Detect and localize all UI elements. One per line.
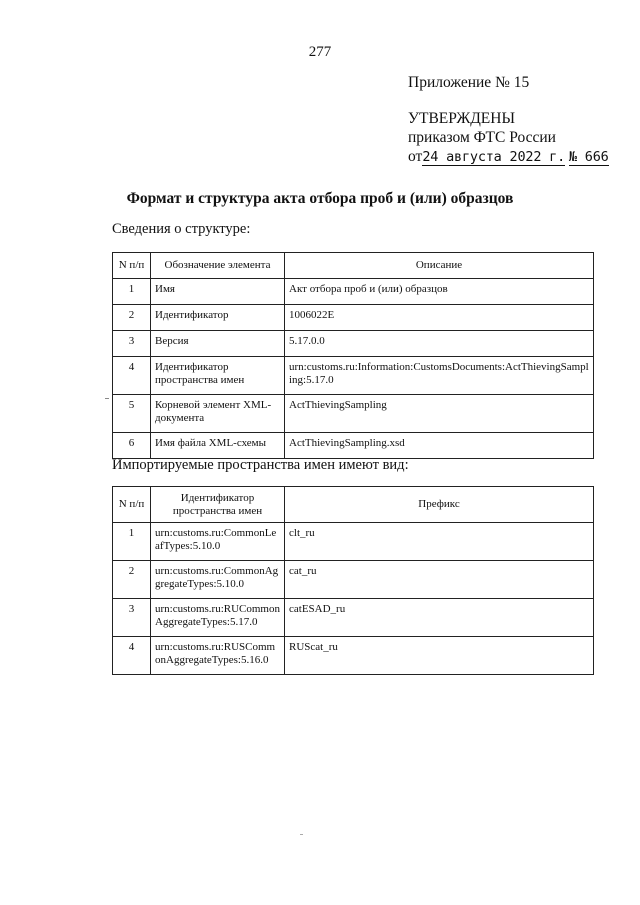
- namespace-prefix: cat_ru: [285, 561, 594, 599]
- table-header-row: [113, 253, 594, 279]
- table-row: [113, 599, 594, 637]
- element-name: Корневой элемент XML-документа: [151, 395, 285, 433]
- table-header-row: [113, 487, 594, 523]
- appendix-label: Приложение № 15: [408, 74, 530, 91]
- element-name: Имя файла XML-схемы: [151, 433, 285, 459]
- element-description: 1006022E: [285, 305, 594, 331]
- row-number: 1: [113, 279, 151, 305]
- element-description: Акт отбора проб и (или) образцов: [285, 279, 594, 305]
- element-description: ActThievingSampling.xsd: [285, 433, 594, 459]
- header-cell: Описание: [285, 253, 594, 279]
- element-description: urn:customs.ru:Information:CustomsDocuments:ActThievingSampling:5.17.0: [285, 357, 594, 395]
- namespace-prefix: catESAD_ru: [285, 599, 594, 637]
- namespace-id: urn:customs.ru:RUCommonAggregateTypes:5.17.0: [151, 599, 285, 637]
- header-cell: N п/п: [113, 487, 151, 523]
- element-description: ActThievingSampling: [285, 395, 594, 433]
- scan-mark: [300, 834, 303, 835]
- element-description: 5.17.0.0: [285, 331, 594, 357]
- table-row: [113, 357, 594, 395]
- scan-mark: [105, 398, 109, 399]
- namespace-prefix: RUScat_ru: [285, 637, 594, 675]
- header-cell: Префикс: [285, 487, 594, 523]
- table-row: [113, 395, 594, 433]
- row-number: 2: [113, 305, 151, 331]
- row-number: 1: [113, 523, 151, 561]
- table-row: [113, 561, 594, 599]
- element-name: Идентификатор пространства имен: [151, 357, 285, 395]
- namespace-id: urn:customs.ru:CommonLeafTypes:5.10.0: [151, 523, 285, 561]
- namespaces-label: Импортируемые пространства имен имеют вид:: [112, 457, 409, 473]
- table-row: [113, 433, 594, 459]
- page-number: 277: [308, 44, 332, 60]
- namespace-id: urn:customs.ru:CommonAggregateTypes:5.10.0: [151, 561, 285, 599]
- structure-label: Сведения о структуре:: [112, 221, 251, 237]
- row-number: 4: [113, 357, 151, 395]
- table-row: [113, 279, 594, 305]
- element-name: Идентификатор: [151, 305, 285, 331]
- element-name: Имя: [151, 279, 285, 305]
- approval-date: 24 августа 2022 г.: [422, 149, 566, 165]
- row-number: 4: [113, 637, 151, 675]
- table-row: [113, 523, 594, 561]
- row-number: 5: [113, 395, 151, 433]
- structure-table: [112, 252, 594, 459]
- approval-date-prefix: от: [408, 148, 423, 165]
- row-number: 6: [113, 433, 151, 459]
- approval-date-line: [408, 147, 609, 167]
- namespace-id: urn:customs.ru:RUSCommonAggregateTypes:5.16.0: [151, 637, 285, 675]
- header-cell: Идентификатор пространства имен: [151, 487, 285, 523]
- approval-title: УТВЕРЖДЕНЫ: [408, 110, 515, 127]
- approval-by: приказом ФТС России: [408, 129, 556, 146]
- header-cell: Обозначение элемента: [151, 253, 285, 279]
- row-number: 3: [113, 599, 151, 637]
- document-title: Формат и структура акта отбора проб и (или) образцов: [126, 190, 514, 207]
- approval-block: [408, 109, 609, 167]
- table-row: [113, 637, 594, 675]
- namespaces-table: [112, 486, 594, 675]
- table-row: [113, 305, 594, 331]
- row-number: 3: [113, 331, 151, 357]
- header-cell: N п/п: [113, 253, 151, 279]
- table-row: [113, 331, 594, 357]
- namespace-prefix: clt_ru: [285, 523, 594, 561]
- row-number: 2: [113, 561, 151, 599]
- approval-number: № 666: [568, 149, 609, 165]
- element-name: Версия: [151, 331, 285, 357]
